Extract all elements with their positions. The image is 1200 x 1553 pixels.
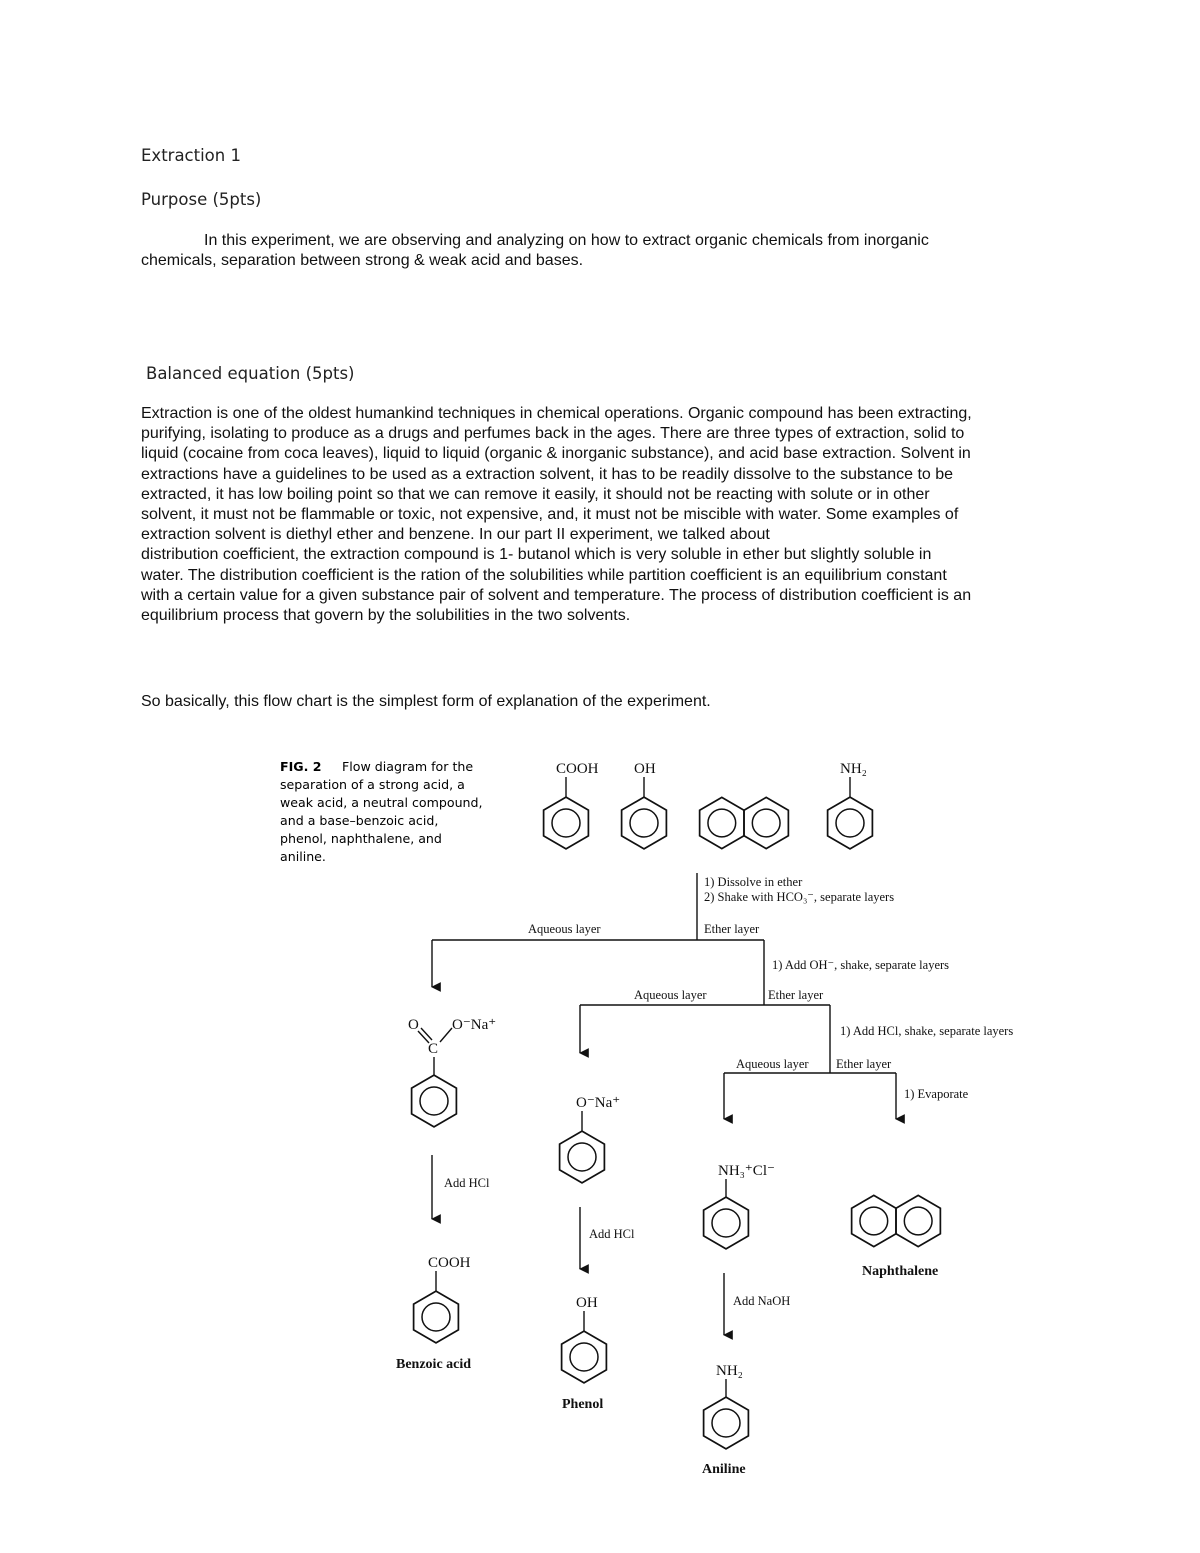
step1-label: 1) Dissolve in ether [704,875,803,889]
flow-intro: So basically, this flow chart is the simplest form of explanation of the experiment. [141,693,711,710]
naphthalene-ring [852,1195,941,1246]
phenoxide-label: O⁻Na⁺ [576,1095,621,1111]
benzene-ring [544,797,589,849]
benzene-ring [828,797,873,849]
balanced-line: liquid (cocaine from coca leaves), liquid to liquid (organic & inorganic substance), and acid base extraction. Solvent in [141,445,971,463]
balanced-heading: Balanced equation (5pts) [146,364,355,383]
ether-layer-label: Ether layer [836,1057,892,1071]
bond-line [418,1031,429,1043]
aniline-nh2: NH₂ [716,1363,743,1379]
balanced-paragraph [141,404,1071,626]
carboxylate-ona: O⁻Na⁺ [452,1017,497,1033]
ether-layer-label: Ether layer [768,988,824,1002]
phenol-oh: OH [576,1295,598,1311]
aniline-name: Aniline [702,1462,746,1477]
step4-label: 1) Evaporate [904,1087,969,1101]
balanced-line: distribution coefficient, the extraction compound is 1- butanol which is very soluble in ether but slightly soluble in [141,546,932,564]
balanced-line: with a certain value for a given substance pair of solvent and temperature. The process of distribution coefficient is an [141,586,972,604]
bond-line [421,1028,432,1040]
balanced-line: extractions have a guidelines to be used as a extraction solvent, it has to be readily dissolve to the substance to be [141,465,954,483]
naphthalene-ring [700,797,789,848]
figure-caption [280,759,487,864]
caption-label: FIG. 2 [280,759,322,774]
caption-line: weak acid, a neutral compound, [280,795,483,810]
carboxylate-carbon: C [428,1041,439,1057]
aqueous-layer-label: Aqueous layer [634,988,707,1002]
balanced-line: equilibrium process that govern by the solubilities in the two solvents. [141,607,631,625]
bond-line [440,1028,452,1042]
benzene-ring [414,1291,459,1343]
benzene-ring [704,1397,749,1449]
benzoic-acid-name: Benzoic acid [396,1357,472,1372]
ether-layer-label: Ether layer [704,922,760,936]
flow-diagram [270,735,1070,1505]
purpose-line: chemicals, separation between strong & weak acid and bases. [141,252,584,270]
flow-diagram-figure [270,735,1070,1505]
aqueous-layer-label: Aqueous layer [528,922,601,936]
phenol-name: Phenol [562,1397,604,1412]
step1-label: 2) Shake with HCO₃⁻, separate layers [704,890,895,904]
balanced-line: extracted, it has low boiling point so that we can remove it easily, it should not be reacting with solute or in other [141,485,930,503]
balanced-line: purifying, isolating to produce as a drugs and perfumes back in the ages. There are three types of extraction, solid to [141,425,965,443]
benzene-ring [622,797,667,849]
add-hcl-label: Add HCl [589,1227,635,1241]
label-nh2: NH₂ [840,761,867,777]
step2-label: 1) Add OH⁻, shake, separate layers [772,958,950,972]
caption-line: phenol, naphthalene, and [280,831,442,846]
benzene-ring [412,1075,457,1127]
anilinium-label: NH₃⁺Cl⁻ [718,1163,775,1179]
naphthalene-name: Naphthalene [862,1264,939,1279]
benzene-ring [560,1131,605,1183]
benzoic-cooh: COOH [428,1255,471,1271]
purpose-heading: Purpose (5pts) [141,190,262,209]
balanced-line: Extraction is one of the oldest humankind techniques in chemical operations. Organic compound has been extracting, [141,405,972,422]
carboxylate-oxygen: O [408,1017,419,1033]
purpose-paragraph [141,231,1071,271]
add-naoh-label: Add NaOH [733,1294,791,1308]
purpose-line: In this experiment, we are observing and analyzing on how to extract organic chemicals from inorganic [204,232,929,249]
step3-label: 1) Add HCl, shake, separate layers [840,1024,1014,1038]
caption-line: Flow diagram for the [342,759,474,774]
benzene-ring [562,1331,607,1383]
balanced-line: extraction solvent is diethyl ether and benzene. In our part II experiment, we talked about [141,526,770,544]
balanced-line: solvent, it must not be flammable or toxic, not expensive, and, it must not be miscible with water. Some examples of [141,506,959,524]
document-title: Extraction 1 [141,146,241,165]
aqueous-layer-label: Aqueous layer [736,1057,809,1071]
caption-line: and a base–benzoic acid, [280,813,439,828]
caption-line: separation of a strong acid, a [280,777,465,792]
label-oh: OH [634,761,656,777]
benzene-ring [704,1197,749,1249]
balanced-line: water. The distribution coefficient is the ration of the solubilities while partition coefficient is an equilibrium constant [141,566,947,584]
caption-line: aniline. [280,849,326,864]
label-cooh: COOH [556,761,599,777]
add-hcl-label: Add HCl [444,1176,490,1190]
